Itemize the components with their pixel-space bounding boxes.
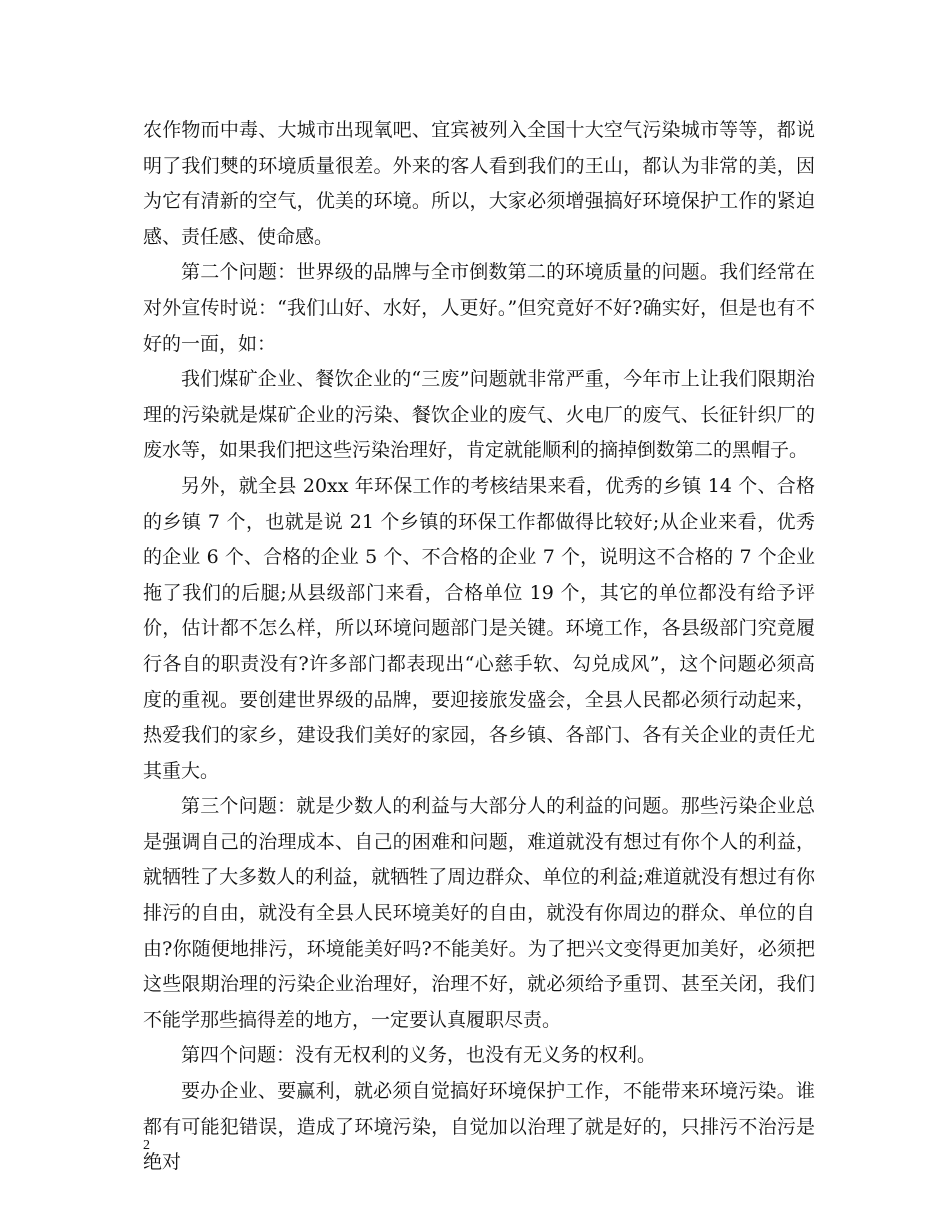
body-text — [143, 113, 815, 1181]
paragraph-5: 第三个问题：就是少数人的利益与大部分人的利益的问题。那些污染企业总是强调自己的治理成本、自己的困难和问题，难道就没有想过有你个人的利益，就牺牲了大多数人的利益，就牺牲了周边群众、单位的利益;难道就没有想过有你排污的自由，就没有全县人民环境美好的自由，就没有你周边的群众、单位的自由?你随便地排污，环境能美好吗?不能美好。为了把兴文变得更加美好，必须把这些限期治理的污染企业治理好，治理不好，就必须给予重罚、甚至关闭，我们不能学那些搞得差的地方，一定要认真履职尽责。 — [143, 795, 815, 1031]
paragraph-4: 另外，就全县 20xx 年环保工作的考核结果来看，优秀的乡镇 14 个、合格的乡镇 7 个，也就是说 21 个乡镇的环保工作都做得比较好;从企业来看，优秀的企业 6 个、合格的企业 5 个、不合格的企业 7 个，说明这不合格的 7 个企业拖了我们的后腿;从县级部门来看，合格单位 19 个，其它的单位都没有给予评价，估计都不怎么样，所以环境问题部门是关键。环境工作，各县级部门究竟履行各自的职责没有?许多部门都表现出“心慈手软、勾兑成风”，这个问题必须高度的重视。要创建世界级的品牌，要迎接旅发盛会，全县人民都必须行动起来，热爱我们的家乡，建设我们美好的家园，各乡镇、各部门、各有关企业的责任尤其重大。 — [143, 474, 815, 782]
paragraph-2: 第二个问题：世界级的品牌与全市倒数第二的环境质量的问题。我们经常在对外宣传时说：“我们山好、水好，人更好。”但究竟好不好?确实好，但是也有不好的一面，如： — [143, 261, 815, 355]
paragraph-7: 要办企业、要赢利，就必须自觉搞好环境保护工作，不能带来环境污染。谁都有可能犯错误，造成了环境污染，自觉加以治理了就是好的，只排污不治污是绝对 — [143, 1080, 815, 1174]
paragraph-3: 我们煤矿企业、餐饮企业的“三废”问题就非常严重，今年市上让我们限期治理的污染就是煤矿企业的污染、餐饮企业的废气、火电厂的废气、长征针织厂的废水等，如果我们把这些污染治理好，肯定就能顺利的摘掉倒数第二的黑帽子。 — [143, 368, 815, 462]
paragraph-6: 第四个问题：没有无权利的义务，也没有无义务的权利。 — [181, 1044, 657, 1067]
page-number: 2 — [143, 1138, 150, 1153]
paragraph-1: 农作物而中毒、大城市出现氧吧、宜宾被列入全国十大空气污染城市等等，都说明了我们僰的环境质量很差。外来的客人看到我们的王山，都认为非常的美，因为它有清新的空气，优美的环境。所以，大家必须增强搞好环境保护工作的紧迫感、责任感、使命感。 — [143, 119, 815, 248]
